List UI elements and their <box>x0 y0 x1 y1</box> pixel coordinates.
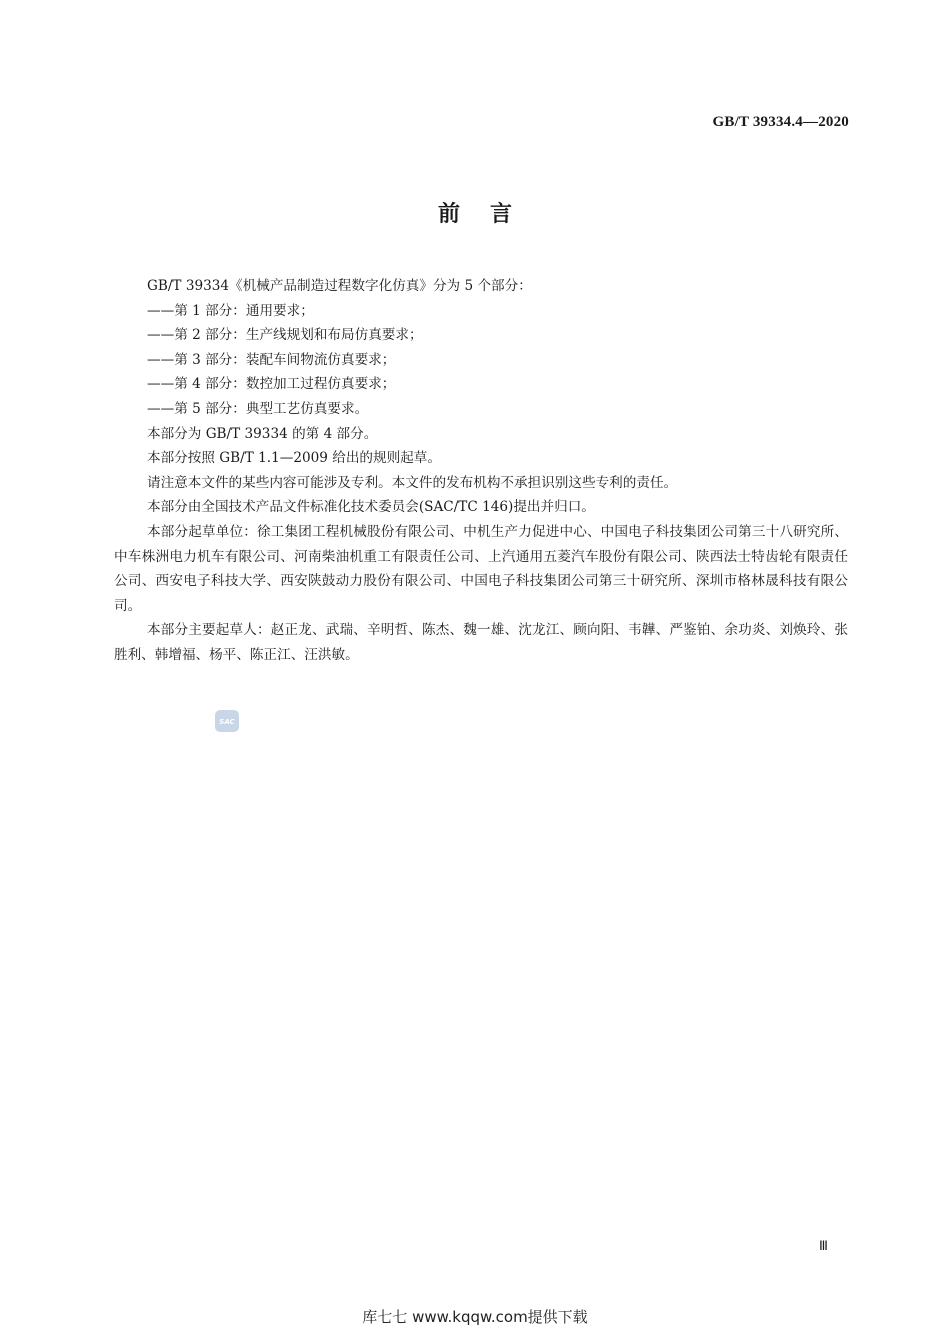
page-number: Ⅲ <box>819 1238 828 1253</box>
sac-watermark-text: SAC <box>219 718 235 726</box>
part-list-item-3: ——第 3 部分：装配车间物流仿真要求； <box>147 351 396 368</box>
download-footer: 库七七 www.kqqw.com提供下载 <box>362 1308 588 1326</box>
part-list-item-1: ——第 1 部分：通用要求； <box>147 302 314 319</box>
drafting-rules-paragraph: 本部分按照 GB/T 1.1—2009 给出的规则起草。 <box>147 450 441 467</box>
this-part-paragraph: 本部分为 GB/T 39334 的第 4 部分。 <box>147 425 378 442</box>
drafters-paragraph: 本部分主要起草人：赵正龙、武瑞、辛明哲、陈杰、魏一雄、沈龙江、顾向阳、韦韡、严鉴铂、余功炎、刘焕玲、张胜利、韩增福、杨平、陈正江、汪洪敏。 <box>114 622 848 663</box>
proposed-by-paragraph: 本部分由全国技术产品文件标准化技术委员会(SAC/TC 146)提出并归口。 <box>147 499 595 516</box>
patent-notice-paragraph: 请注意本文件的某些内容可能涉及专利。本文件的发布机构不承担识别这些专利的责任。 <box>147 474 678 491</box>
foreword-body <box>114 274 848 668</box>
part-list-item-4: ——第 4 部分：数控加工过程仿真要求； <box>147 376 396 393</box>
drafting-units-paragraph: 本部分起草单位：徐工集团工程机械股份有限公司、中机生产力促进中心、中国电子科技集团公司第三十八研究所、中车株洲电力机车有限公司、河南柴油机重工有限责任公司、上汽通用五菱汽车股份有限公司、陕西法士特齿轮有限责任公司、西安电子科技大学、西安陕鼓动力股份有限公司、中国电子科技集团公司第三十研究所、深圳市格林晟科技有限公司。 <box>114 523 848 614</box>
part-list-item-5: ——第 5 部分：典型工艺仿真要求。 <box>147 400 369 417</box>
sac-watermark-logo <box>214 709 240 733</box>
intro-paragraph: GB/T 39334《机械产品制造过程数字化仿真》分为 5 个部分： <box>147 278 532 294</box>
page-title: 前言 <box>437 202 542 227</box>
part-list-item-2: ——第 2 部分：生产线规划和布局仿真要求； <box>147 327 423 344</box>
standard-code: GB/T 39334.4—2020 <box>712 114 849 130</box>
